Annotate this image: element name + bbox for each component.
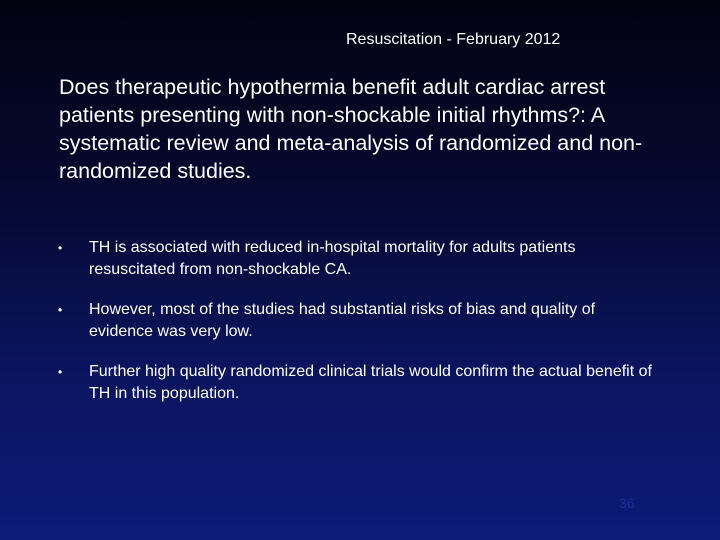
bullet-item xyxy=(58,361,658,405)
slide-title: Does therapeutic hypothermia benefit adult cardiac arrest patients presenting with non-shockable initial rhythms?: A systematic review and meta-analysis of randomized and non-randomized studies. xyxy=(59,75,643,183)
bullet-item xyxy=(58,237,658,281)
bullet-item xyxy=(58,299,658,343)
bullet-text: TH is associated with reduced in-hospital mortality for adults patients resuscitated from non-shockable CA. xyxy=(89,239,576,278)
bullet-text: However, most of the studies had substantial risks of bias and quality of evidence was very low. xyxy=(89,301,596,340)
bullet-marker: • xyxy=(58,241,63,255)
bullet-marker: • xyxy=(58,365,63,379)
page-number: 36 xyxy=(619,495,635,511)
slide-header: Resuscitation - February 2012 xyxy=(346,31,561,48)
bullet-marker: • xyxy=(58,303,63,317)
bullet-list xyxy=(58,237,658,423)
bullet-text: Further high quality randomized clinical trials would confirm the actual benefit of TH in this population. xyxy=(89,363,652,402)
